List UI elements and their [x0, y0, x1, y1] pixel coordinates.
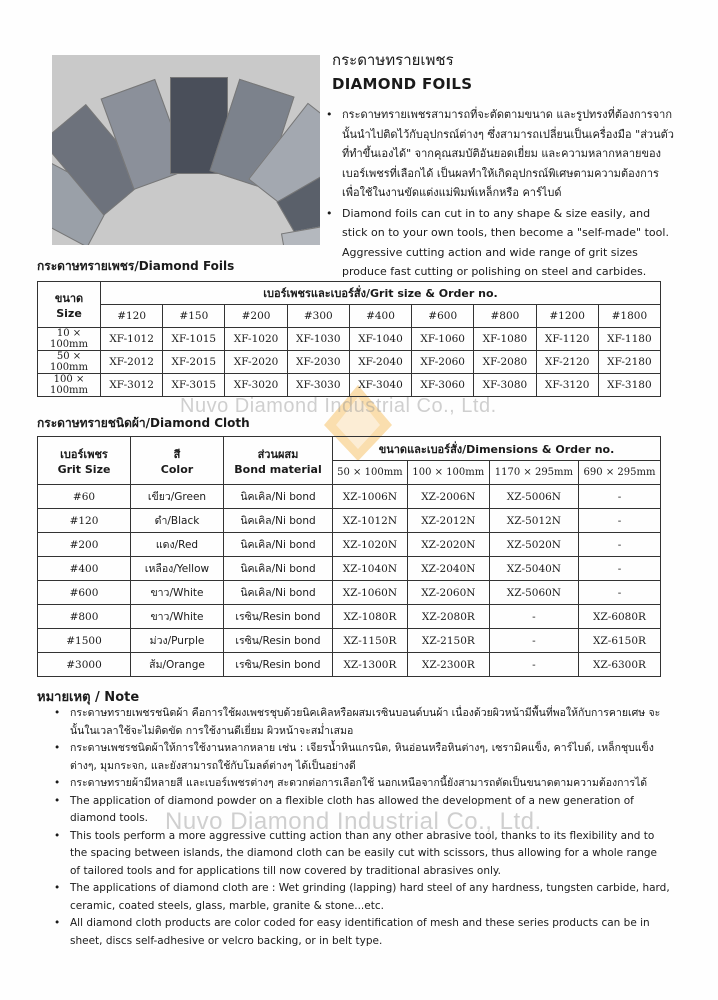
bond-cell: นิคเคิล/Ni bond: [224, 509, 333, 533]
cloth-table: [37, 436, 661, 677]
color-cell: ขาว/White: [131, 581, 224, 605]
company-watermark: Nuvo Diamond Industrial Co., Ltd.: [165, 808, 542, 835]
bond-header-thai: ส่วนผสม: [257, 448, 299, 461]
order-code-cell: XZ-1020N: [333, 533, 408, 557]
grit-cell: #300: [287, 305, 349, 328]
order-code-cell: XF-1040: [349, 328, 411, 351]
color-cell: เขียว/Green: [131, 485, 224, 509]
order-code-cell: XF-1120: [536, 328, 598, 351]
bond-cell: นิคเคิล/Ni bond: [224, 581, 333, 605]
table-row: [38, 605, 661, 629]
grit-cell: #3000: [38, 653, 131, 677]
table-row: [38, 581, 661, 605]
color-cell: ส้ม/Orange: [131, 653, 224, 677]
order-code-cell: XF-3060: [412, 374, 474, 397]
grit-cell: #800: [474, 305, 536, 328]
order-code-cell: XF-3040: [349, 374, 411, 397]
order-code-cell: XF-3180: [598, 374, 660, 397]
order-code-cell: XZ-1060N: [333, 581, 408, 605]
intro-item-thai: • กระดาษทรายเพชรสามารถที่จะตัดตามขนาด และรูปทรงที่ต้องการจาก นั้นนำไปติดไว้กับอุปกรณ์ต่างๆ ซึ่งสามารถเปลี่ยนเป็นเครื่องมือ "ส่วนตัว ที่ทำขึ้นเองได้" จากคุณสมบัติอันยอดเยี่ยม และความหลากหลายของ เบอร์เพชรที่เลือกได้ เป็นผลทำให้เกิดอุปกรณ์พิเศษตามความต้องการ เพื่อใช้ในงานขัดแต่งแม่พิมพ์เหล็กหรือ คาร์ไบด์: [322, 105, 674, 203]
order-code-cell: XZ-2300R: [407, 653, 489, 677]
note-item: • This tools perform a more aggressive cutting action than any other abrasive tool, thanks to its flexibility and to the spacing between islands, the diamond cloth can be easily cut with scissors, thus allowing for a whole range of tailored tools and for applications till now covered by traditional abrasives only.: [48, 828, 670, 881]
note-item: • The application of diamond powder on a flexible cloth has allowed the development of a new generation of diamond tools.: [48, 793, 670, 828]
grit-cell: #600: [412, 305, 474, 328]
dimension-cell: 690 × 295mm: [578, 461, 660, 485]
order-code-cell: -: [578, 509, 660, 533]
foils-table: [37, 281, 661, 397]
note-item: • All diamond cloth products are color coded for easy identification of mesh and these series products can be in sheet, discs self-adhesive or velcro backing, or in belt type.: [48, 915, 670, 950]
bond-cell: เรซิน/Resin bond: [224, 629, 333, 653]
order-code-cell: XZ-1040N: [333, 557, 408, 581]
order-code-cell: XF-2015: [163, 351, 225, 374]
bond-cell: นิคเคิล/Ni bond: [224, 485, 333, 509]
grit-cell: #60: [38, 485, 131, 509]
size-cell: 10 × 100mm: [38, 328, 101, 351]
bond-cell: เรซิน/Resin bond: [224, 605, 333, 629]
color-cell: แดง/Red: [131, 533, 224, 557]
order-code-cell: -: [578, 485, 660, 509]
order-code-cell: XF-2012: [101, 351, 163, 374]
color-header-thai: สี: [173, 448, 181, 461]
note-item: • The applications of diamond cloth are : Wet grinding (lapping) hard steel of any hardness, tungsten carbide, hard, ceramic, coated steels, glass, marble, granite & stone...etc.: [48, 880, 670, 915]
bond-cell: นิคเคิล/Ni bond: [224, 533, 333, 557]
order-code-cell: -: [489, 653, 578, 677]
order-code-cell: XZ-2040N: [407, 557, 489, 581]
order-code-cell: XZ-5060N: [489, 581, 578, 605]
order-code-cell: XZ-6300R: [578, 653, 660, 677]
color-cell: ม่วง/Purple: [131, 629, 224, 653]
table-row: [38, 629, 661, 653]
page-title-thai: กระดาษทรายเพชร: [332, 51, 454, 69]
dimension-cell: 1170 × 295mm: [489, 461, 578, 485]
order-code-cell: XF-2040: [349, 351, 411, 374]
order-code-cell: XZ-2080R: [407, 605, 489, 629]
grit-header-thai: เบอร์เพชร: [60, 448, 108, 461]
order-code-cell: XZ-1006N: [333, 485, 408, 509]
diamond-foils-photo: [52, 55, 320, 245]
bond-header: [224, 437, 333, 485]
size-cell: 50 × 100mm: [38, 351, 101, 374]
color-cell: ดำ/Black: [131, 509, 224, 533]
grit-cell: #600: [38, 581, 131, 605]
table-row: [38, 374, 661, 397]
table-row: [38, 328, 661, 351]
order-code-cell: -: [489, 629, 578, 653]
order-code-cell: XF-3120: [536, 374, 598, 397]
order-code-cell: XZ-1300R: [333, 653, 408, 677]
order-code-cell: XF-1080: [474, 328, 536, 351]
order-code-cell: XF-3012: [101, 374, 163, 397]
grit-cell: #1200: [536, 305, 598, 328]
order-code-cell: XF-2030: [287, 351, 349, 374]
order-code-cell: XF-1030: [287, 328, 349, 351]
order-code-cell: XZ-5040N: [489, 557, 578, 581]
color-header-english: Color: [160, 463, 194, 476]
order-code-cell: XF-2020: [225, 351, 287, 374]
table-row: [38, 485, 661, 509]
table-row: [38, 509, 661, 533]
size-header: [38, 282, 101, 328]
color-cell: เหลือง/Yellow: [131, 557, 224, 581]
grit-cell: #1800: [598, 305, 660, 328]
grit-cell: #800: [38, 605, 131, 629]
grit-header: เบอร์เพชรและเบอร์สั่ง/Grit size & Order no.: [101, 282, 661, 305]
order-code-cell: XF-1012: [101, 328, 163, 351]
order-code-cell: XF-2180: [598, 351, 660, 374]
order-code-cell: XF-2120: [536, 351, 598, 374]
table-row: [38, 557, 661, 581]
grit-cell: #200: [225, 305, 287, 328]
order-code-cell: -: [489, 605, 578, 629]
order-code-cell: XF-1015: [163, 328, 225, 351]
order-code-cell: XZ-6080R: [578, 605, 660, 629]
size-header-english: Size: [56, 307, 82, 320]
order-code-cell: XF-3080: [474, 374, 536, 397]
order-code-cell: XZ-6150R: [578, 629, 660, 653]
order-code-cell: -: [578, 581, 660, 605]
order-code-cell: XF-3015: [163, 374, 225, 397]
grit-cell: #400: [38, 557, 131, 581]
note-item: • กระดาษทรายเพชรชนิดผ้า คือการใช้ผงเพชรชุบด้วยนิคเคิลหรือผสมเรซินบอนด์บนผ้า เนื่องด้วยผิวหน้ามีพื้นที่พอให้กับการคายเศษ จะนั้นในเวลาใช้จะไม่ติดขัด การใช้งานดีเยี่ยม ผิวหน้าจะสม่ำเสมอ: [48, 705, 670, 740]
dimension-cell: 100 × 100mm: [407, 461, 489, 485]
order-code-cell: XZ-2012N: [407, 509, 489, 533]
order-code-cell: XZ-1150R: [333, 629, 408, 653]
size-cell: 100 × 100mm: [38, 374, 101, 397]
order-code-cell: XZ-2006N: [407, 485, 489, 509]
grit-cell: #1500: [38, 629, 131, 653]
notes-title: หมายเหตุ / Note: [37, 690, 140, 705]
table-row: [38, 533, 661, 557]
bond-cell: เรซิน/Resin bond: [224, 653, 333, 677]
order-code-cell: XZ-2060N: [407, 581, 489, 605]
order-code-cell: XF-1060: [412, 328, 474, 351]
color-cell: ขาว/White: [131, 605, 224, 629]
table-row: [38, 653, 661, 677]
order-code-cell: XF-2080: [474, 351, 536, 374]
order-code-cell: XF-3030: [287, 374, 349, 397]
company-watermark: Nuvo Diamond Industrial Co., Ltd.: [180, 395, 497, 417]
order-code-cell: XF-1180: [598, 328, 660, 351]
order-code-cell: XZ-1080R: [333, 605, 408, 629]
grit-cell: #200: [38, 533, 131, 557]
size-header-thai: ขนาด: [54, 292, 84, 305]
order-code-cell: -: [578, 533, 660, 557]
order-code-cell: XZ-5020N: [489, 533, 578, 557]
grit-cell: #150: [163, 305, 225, 328]
order-code-cell: XZ-2150R: [407, 629, 489, 653]
note-item: • กระดาษทรายผ้ามีหลายสี และเบอร์เพชรต่างๆ สะดวกต่อการเลือกใช้ นอกเหนือจากนี้ยังสามารถตัดเป็นขนาดตามความต้องการได้: [48, 775, 670, 793]
grit-cell: #120: [101, 305, 163, 328]
order-code-cell: XZ-1012N: [333, 509, 408, 533]
order-code-cell: -: [578, 557, 660, 581]
cloth-caption: กระดาษทรายชนิดผ้า/Diamond Cloth: [37, 416, 250, 430]
grit-header: [38, 437, 131, 485]
grit-header-english: Grit Size: [57, 463, 111, 476]
order-code-cell: XF-3020: [225, 374, 287, 397]
note-item: • กระดาษเพชรชนิดผ้าให้การใช้งานหลากหลาย เช่น : เจียรน้ำหินแกรนิต, หินอ่อนหรือหินต่างๆ, เซรามิคแข็ง, คาร์ไบด์, เหล็กชุบแข็งต่างๆ, มุมกระจก, และยังสามารถใช้กับโมลด์ต่างๆ ได้เป็นอย่างดี: [48, 740, 670, 775]
intro-list: [322, 105, 674, 283]
notes-list: [48, 705, 670, 950]
order-code-cell: XF-2060: [412, 351, 474, 374]
dimension-cell: 50 × 100mm: [333, 461, 408, 485]
order-code-cell: XZ-5012N: [489, 509, 578, 533]
table-row: [38, 351, 661, 374]
bond-cell: นิคเคิล/Ni bond: [224, 557, 333, 581]
order-code-cell: XZ-2020N: [407, 533, 489, 557]
color-header: [131, 437, 224, 485]
bond-header-english: Bond material: [234, 463, 322, 476]
foils-caption: กระดาษทรายเพชร/Diamond Foils: [37, 259, 235, 273]
grit-cell: #400: [349, 305, 411, 328]
order-code-cell: XF-1020: [225, 328, 287, 351]
grit-cell: #120: [38, 509, 131, 533]
order-code-cell: XZ-5006N: [489, 485, 578, 509]
page-title: DIAMOND FOILS: [332, 75, 473, 93]
dimensions-header: ขนาดและเบอร์สั่ง/Dimensions & Order no.: [333, 437, 661, 461]
intro-item-english: • Diamond foils can cut in to any shape & size easily, and stick on to your own tools, then become a "self-made" tool. Aggressive cutting action and wide range of grit sizes produce fast cutting or polishing on steel and carbides.: [322, 204, 674, 282]
